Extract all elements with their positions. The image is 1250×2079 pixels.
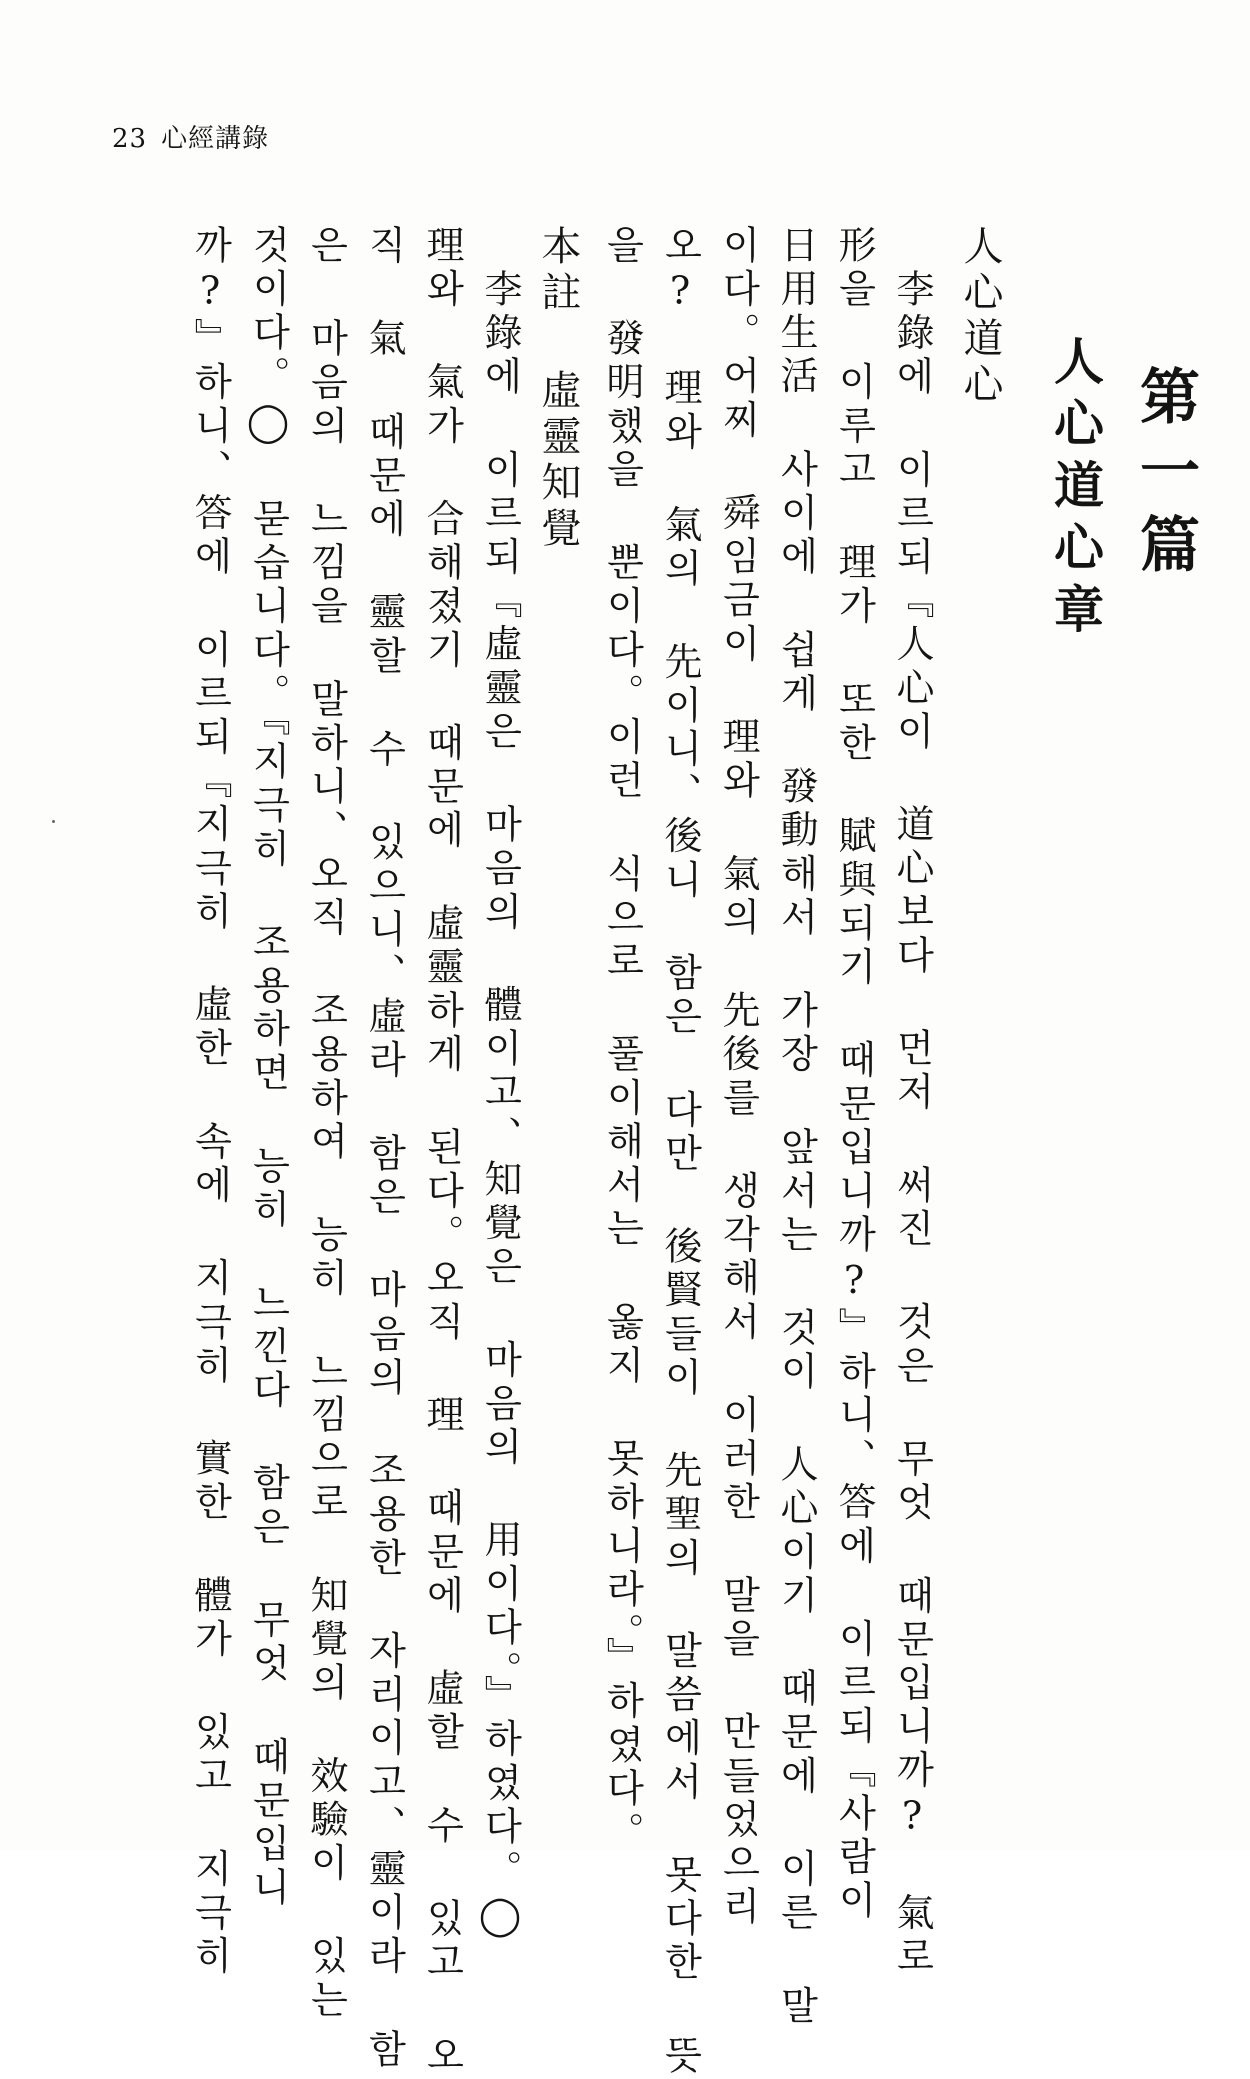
page-number: 23 bbox=[112, 124, 148, 154]
paper-speck bbox=[52, 820, 55, 823]
text-column: 形을 이루고 理가 또한 賦與되기 때문입니까?』하니、答에 이르되『사람이 bbox=[832, 225, 876, 1924]
text-column: 日用生活 사이에 쉽게 發動해서 가장 앞서는 것이 人心이기 때문에 이른 말 bbox=[774, 225, 818, 2029]
vertical-text-block bbox=[181, 225, 1200, 2079]
text-column: 李錄에 이르되『人心이 道心보다 먼저 써진 것은 무엇 때문입니까? 氣로 bbox=[890, 269, 934, 1980]
part-title: 第一篇 bbox=[1130, 365, 1200, 587]
text-column: 理와 氣가 合해졌기 때문에 虛靈하게 된다。오직 理 때문에 虛할 수 있고 오 bbox=[420, 225, 464, 2079]
text-column: 오? 理와 氣의 先이니、後니 함은 다만 後賢들이 先聖의 말씀에서 못다한 뜻 bbox=[658, 225, 702, 2079]
chapter-title: 人心道心章 bbox=[1046, 335, 1105, 645]
commentary-heading: 本註 虛靈知覺 bbox=[535, 225, 581, 553]
text-column: 을 發明했을 뿐이다。이런 식으로 풀이해서는 옳지 못하니라。』하였다。 bbox=[600, 225, 644, 1856]
text-column: 것이다。◯ 묻습니다。『지극히 조용하면 능히 느낀다 함은 무엇 때문입니 bbox=[246, 225, 290, 1911]
text-column: 이다。어찌 舜임금이 理와 氣의 先後를 생각해서 이러한 말을 만들었으리 bbox=[716, 225, 760, 1930]
text-column: 직 氣 때문에 靈할 수 있으니、虛라 함은 마음의 조용한 자리이고、靈이라 함 bbox=[362, 225, 406, 2073]
section-heading: 人心道心 bbox=[957, 225, 1003, 409]
text-column: 까?』하니、答에 이르되『지극히 虛한 속에 지극히 實한 體가 있고 지극히 bbox=[188, 225, 232, 1980]
text-column: 은 마음의 느낌을 말하니、오직 조용하여 능히 느낌으로 知覺의 效驗이 있는 bbox=[304, 225, 348, 2023]
book-title: 心經講錄 bbox=[161, 124, 270, 154]
text-column: 李錄에 이르되『虛靈은 마음의 體이고、知覺은 마음의 用이다。』하였다。◯ bbox=[478, 269, 522, 1943]
running-head bbox=[112, 118, 269, 155]
